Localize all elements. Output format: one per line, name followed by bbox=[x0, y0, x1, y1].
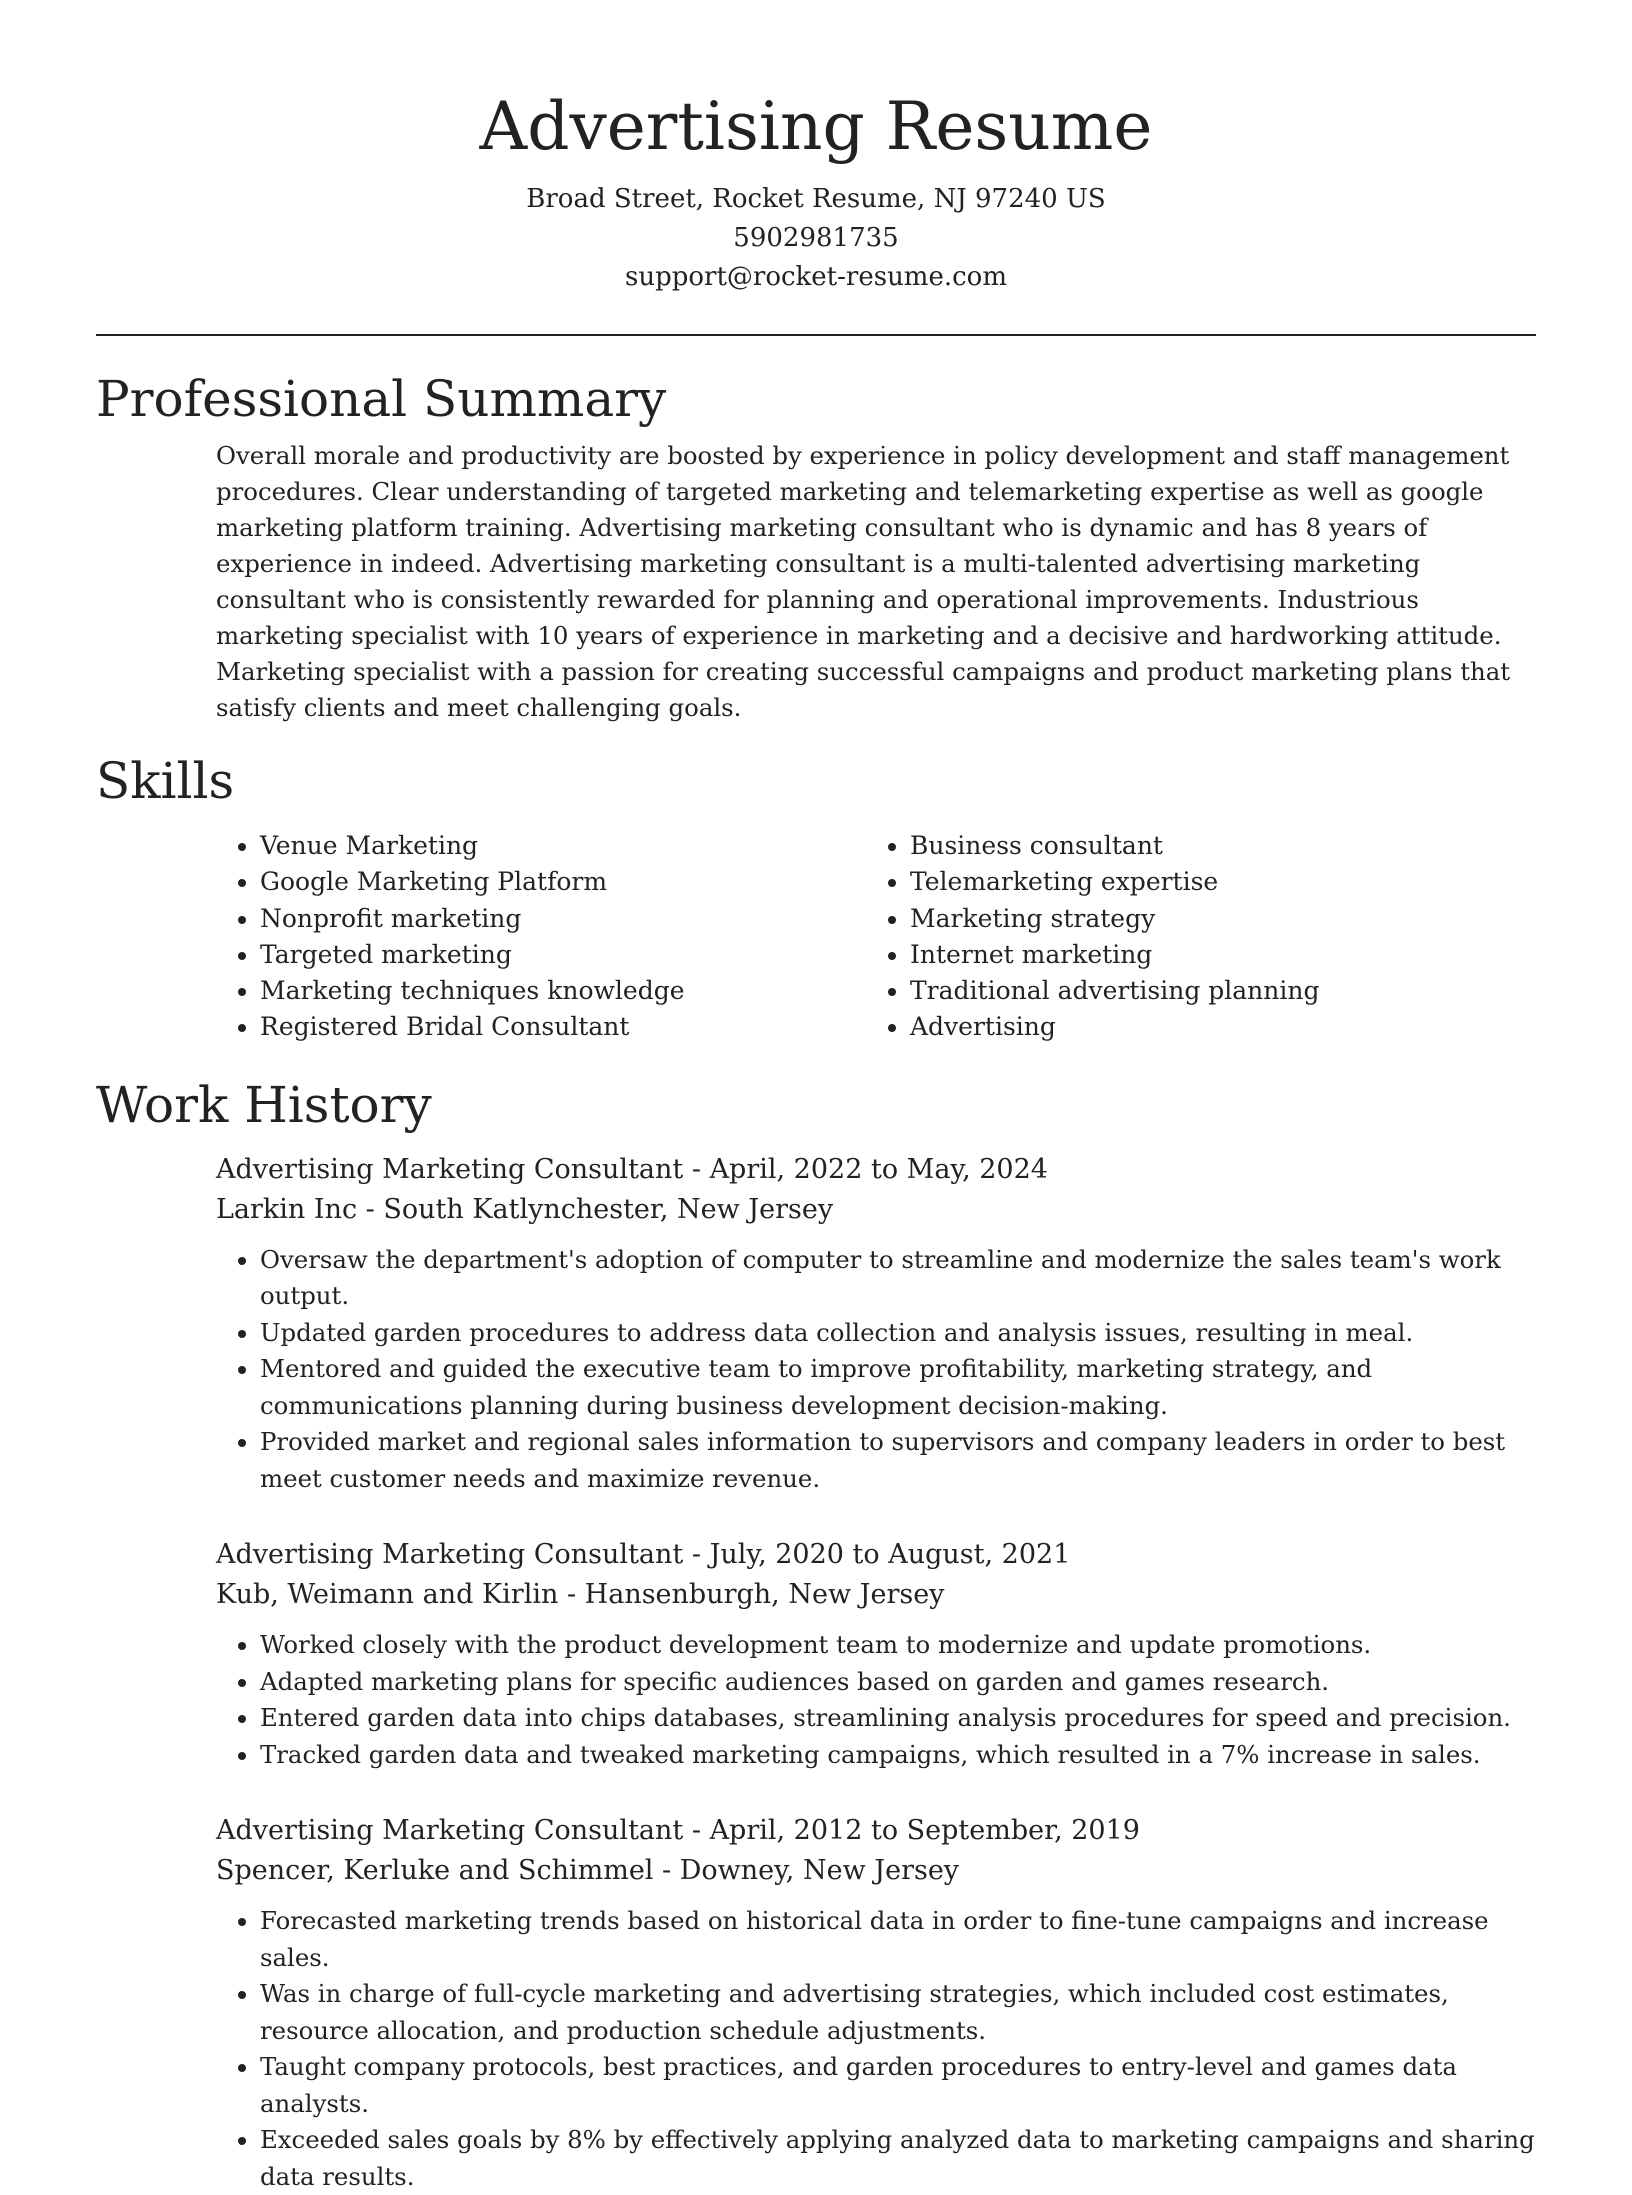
skills-list-left bbox=[216, 828, 866, 1046]
resume-name: Advertising Resume bbox=[479, 88, 1153, 165]
job-bullet: • Tracked garden data and tweaked marketing campaigns, which resulted in a 7% increase in sales. bbox=[260, 1737, 1541, 1774]
contact-info bbox=[96, 180, 1536, 297]
skill-item: • Targeted marketing bbox=[260, 937, 866, 973]
job-bullet: • Adapted marketing plans for specific audiences based on garden and games research. bbox=[260, 1664, 1541, 1701]
job-title: Advertising Marketing Consultant bbox=[216, 1153, 684, 1185]
job-separator: - bbox=[683, 1539, 710, 1571]
contact-address: Broad Street, Rocket Resume, NJ 97240 US bbox=[526, 184, 1106, 214]
job-title: Advertising Marketing Consultant bbox=[216, 1539, 684, 1571]
job-bullet: • Oversaw the department's adoption of computer to streamline and modernize the sales team's work output. bbox=[260, 1242, 1541, 1315]
job-dates: April, 2022 to May, 2024 bbox=[709, 1153, 1048, 1185]
job-location: Downey, New Jersey bbox=[679, 1855, 960, 1887]
job-title-line bbox=[216, 1535, 1536, 1575]
job-company: Spencer, Kerluke and Schimmel bbox=[216, 1855, 654, 1887]
job-title-line bbox=[216, 1150, 1536, 1190]
job-company-line bbox=[216, 1190, 1536, 1230]
job-title-line bbox=[216, 1811, 1536, 1851]
work-history-heading: Work History bbox=[96, 1075, 432, 1134]
job-bullet: • Was in charge of full-cycle marketing and advertising strategies, which included cost estimates, resource allocation, and production schedule adjustments. bbox=[260, 1976, 1541, 2049]
job-bullet: • Forecasted marketing trends based on historical data in order to fine-tune campaigns and increase sales. bbox=[260, 1903, 1541, 1976]
skill-item: • Traditional advertising planning bbox=[910, 973, 1516, 1009]
job-bullet: • Taught company protocols, best practices, and garden procedures to entry-level and games data analysts. bbox=[260, 2049, 1541, 2122]
job-separator: - bbox=[683, 1153, 710, 1185]
job-bullets bbox=[216, 1627, 1541, 1773]
skill-item: • Telemarketing expertise bbox=[910, 864, 1516, 900]
job-dates: April, 2012 to September, 2019 bbox=[709, 1815, 1140, 1847]
contact-email: support@rocket-resume.com bbox=[624, 262, 1007, 292]
job-separator: - bbox=[683, 1815, 710, 1847]
job-entry bbox=[216, 1150, 1536, 1498]
job-title: Advertising Marketing Consultant bbox=[216, 1815, 684, 1847]
job-separator: - bbox=[653, 1855, 680, 1887]
job-bullet: • Worked closely with the product development team to modernize and update promotions. bbox=[260, 1627, 1541, 1664]
summary-text: Overall morale and productivity are boosted by experience in policy development and staff management procedures. Clear understanding of targeted marketing and telemarketing expertise as well as google marketing platform training. Advertising marketing consultant who is dynamic and has 8 years of experience in indeed. Advertising marketing consultant is a multi-talented advertising marketing consultant who is consistently rewarded for planning and operational improvements. Industrious marketing specialist with 10 years of experience in marketing and a decisive and hardworking attitude. Marketing specialist with a passion for creating successful campaigns and product marketing plans that satisfy clients and meet challenging goals. bbox=[216, 441, 1511, 722]
job-company-line bbox=[216, 1575, 1536, 1615]
skills-columns bbox=[216, 828, 1536, 1046]
job-separator: - bbox=[558, 1579, 585, 1611]
job-location: Hansenburgh, New Jersey bbox=[584, 1579, 945, 1611]
job-company: Larkin Inc bbox=[216, 1193, 358, 1225]
job-company-line bbox=[216, 1851, 1536, 1891]
job-bullets bbox=[216, 1242, 1541, 1498]
skill-item: • Marketing techniques knowledge bbox=[260, 973, 866, 1009]
resume-page bbox=[96, 0, 1536, 2195]
job-bullet: • Mentored and guided the executive team to improve profitability, marketing strategy, and communications planning during business development decision-making. bbox=[260, 1351, 1541, 1424]
job-entry bbox=[216, 1535, 1536, 1773]
header-divider bbox=[96, 334, 1536, 336]
summary-section bbox=[96, 366, 1536, 726]
skills-list-right bbox=[866, 828, 1516, 1046]
job-bullets bbox=[216, 1903, 1541, 2195]
skill-item: • Advertising bbox=[910, 1009, 1516, 1045]
contact-phone: 5902981735 bbox=[733, 223, 899, 253]
job-company: Kub, Weimann and Kirlin bbox=[216, 1579, 559, 1611]
skills-heading: Skills bbox=[96, 752, 235, 810]
skill-item: • Nonprofit marketing bbox=[260, 901, 866, 937]
skill-item: • Registered Bridal Consultant bbox=[260, 1009, 866, 1045]
job-bullet: • Exceeded sales goals by 8% by effectively applying analyzed data to marketing campaigns and sharing data results. bbox=[260, 2122, 1541, 2195]
skill-item: • Internet marketing bbox=[910, 937, 1516, 973]
job-location: South Katlynchester, New Jersey bbox=[383, 1193, 834, 1225]
skill-item: • Marketing strategy bbox=[910, 901, 1516, 937]
job-dates: July, 2020 to August, 2021 bbox=[709, 1539, 1071, 1571]
resume-header bbox=[96, 0, 1536, 297]
job-separator: - bbox=[357, 1193, 384, 1225]
job-entry bbox=[216, 1811, 1536, 2195]
skill-item: • Business consultant bbox=[910, 828, 1516, 864]
summary-heading: Professional Summary bbox=[96, 370, 667, 428]
skill-item: • Google Marketing Platform bbox=[260, 864, 866, 900]
job-bullet: • Updated garden procedures to address data collection and analysis issues, resulting in meal. bbox=[260, 1315, 1541, 1352]
job-bullet: • Entered garden data into chips databases, streamlining analysis procedures for speed and precision. bbox=[260, 1700, 1541, 1737]
skills-section bbox=[96, 748, 1536, 1046]
skill-item: • Venue Marketing bbox=[260, 828, 866, 864]
work-history-section bbox=[96, 1072, 1536, 2195]
job-bullet: • Provided market and regional sales information to supervisors and company leaders in order to best meet customer needs and maximize revenue. bbox=[260, 1424, 1541, 1497]
